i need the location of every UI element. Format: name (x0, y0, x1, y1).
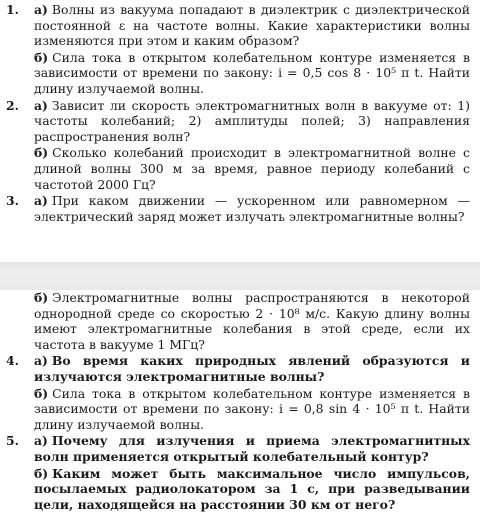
part-label: б) (34, 290, 49, 305)
question-number: 3. (6, 193, 19, 209)
question-part (34, 145, 470, 192)
question-3-continuation (6, 290, 470, 352)
question-part (34, 193, 470, 224)
part-text: Зависит ли скорость электромагнитных волн в вакууме от: 1) частоты колебаний; 2) амплитуды полей; 3) направления распространения волн? (34, 97, 470, 144)
part-label: а) (34, 97, 48, 113)
question-part (34, 290, 470, 352)
question-number: 5. (6, 433, 19, 449)
question-part (34, 386, 470, 433)
part-text: Волны из вакуума попадают в диэлектрик с диэлектрической постоянной ε на частоте волны. Какие характеристики волны изменяются при этом и каким образом? (34, 2, 470, 49)
part-text: Сила тока в открытом колебательном контуре изменяется в зависимости от времени по закону: i = 0,5 cos 8 · 10⁵ π t. Найти длину излучаемой волны. (34, 49, 470, 96)
part-label: б) (34, 145, 49, 161)
question-5 (6, 433, 470, 512)
question-part (34, 466, 470, 512)
part-text: Электромагнитные волны распространяются в некоторой однородной среде со скоростью 2 · 10⁸ м/с. Какую длину волны имеют электромагнитные колебания в этой среде, если их частота в вакууме 1 МГц? (34, 290, 470, 352)
question-part (34, 98, 470, 145)
part-text: При каком движении — ускоренном или равномерном — электрический заряд может излучать электромагнитные волны? (34, 193, 470, 224)
part-text: Сколько колебаний происходит в электромагнитной волне с длиной волны 300 м за время, равное периоду колебаний с частотой 2000 Гц? (34, 145, 470, 192)
page-fragment-bottom (0, 290, 480, 512)
part-label: а) (34, 433, 48, 449)
question-number: 1. (6, 2, 19, 17)
part-text: Каким может быть максимальное число импульсов, посылаемых радиолокатором за 1 с, при разведывании цели, находящейся на расстоянии 30 км от него? (34, 465, 470, 512)
part-label: а) (34, 193, 48, 209)
part-text: Во время каких природных явлений образуются и излучаются электромагнитные волны? (34, 353, 470, 384)
question-part (34, 50, 470, 97)
question-3 (6, 193, 470, 224)
part-label: б) (34, 49, 49, 65)
part-label: б) (34, 465, 49, 481)
question-part (34, 2, 470, 49)
page-separator (0, 262, 480, 290)
question-number: 4. (6, 353, 19, 369)
question-number: 2. (6, 97, 19, 113)
part-label: а) (34, 353, 48, 369)
question-part (34, 433, 470, 464)
part-text: Почему для излучения и приема электромагнитных волн применяется открытый колебательный контур? (34, 433, 470, 464)
question-4 (6, 353, 470, 432)
part-text: Сила тока в открытом колебательном контуре изменяется в зависимости от времени по закону: i = 0,8 sin 4 · 10⁵ π t. Найти длину излучаемой волны. (34, 385, 470, 432)
part-label: а) (34, 2, 48, 17)
part-label: б) (34, 385, 49, 401)
question-2 (6, 98, 470, 193)
question-1 (6, 2, 470, 97)
question-part (34, 353, 470, 384)
